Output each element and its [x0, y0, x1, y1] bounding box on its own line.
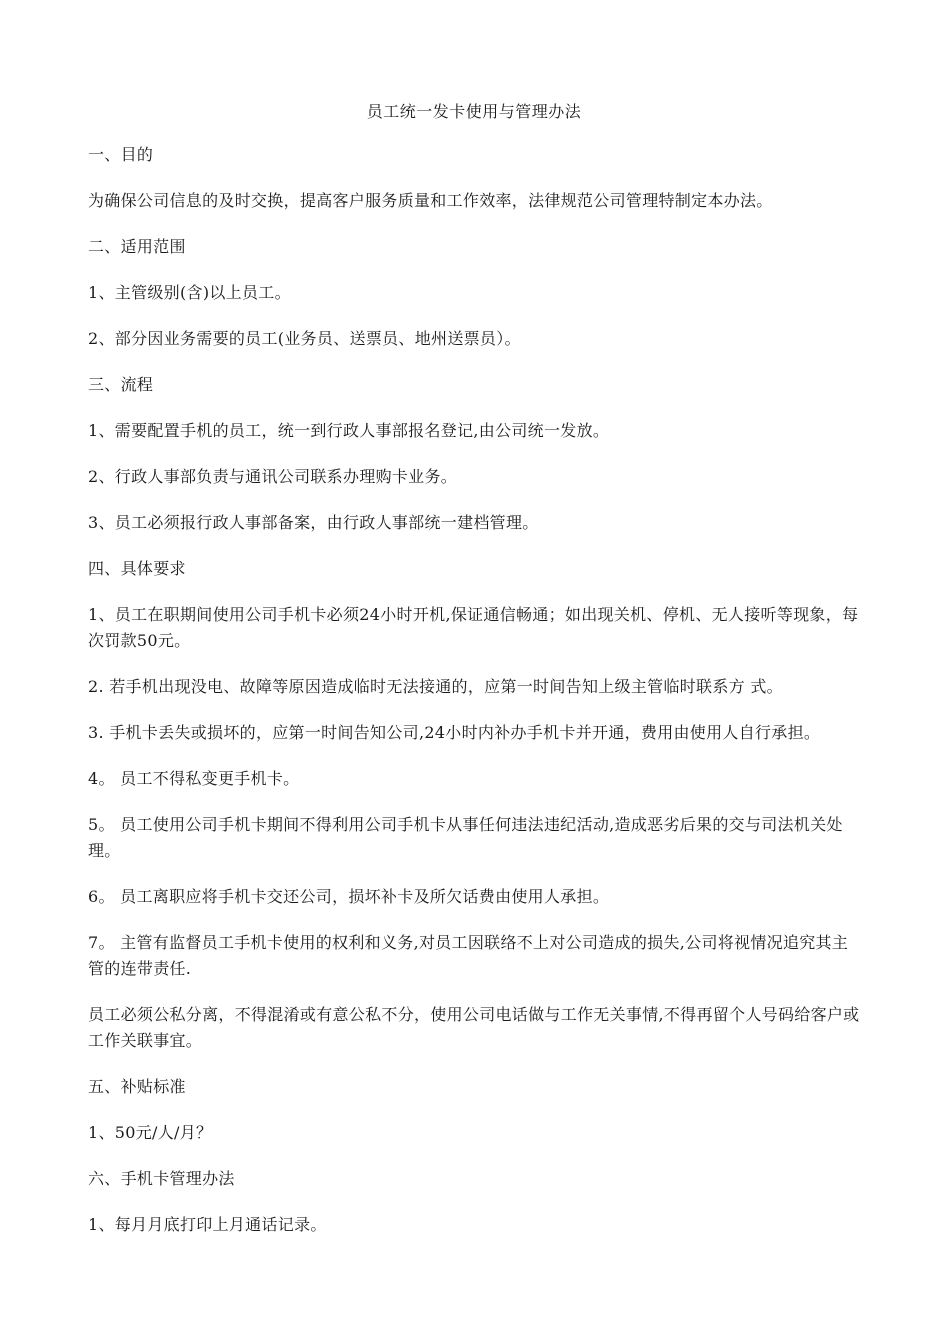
paragraph-scope-2: 2、部分因业务需要的员工(业务员、送票员、地州送票员）。	[88, 329, 521, 348]
section-heading-scope: 二、适用范围	[88, 237, 186, 256]
paragraph-requirement-3: 3. 手机卡丢失或损坏的，应第一时间告知公司,24小时内补办手机卡并开通，费用由使用人自行承担。	[88, 723, 821, 742]
section-heading-purpose: 一、目的	[88, 145, 154, 164]
paragraph-process-2: 2、行政人事部负责与通讯公司联系办理购卡业务。	[88, 467, 458, 486]
paragraph-card-management-1: 1、每月月底打印上月通话记录。	[88, 1215, 327, 1234]
paragraph-purpose: 为确保公司信息的及时交换，提高客户服务质量和工作效率，法律规范公司管理特制定本办法。	[88, 191, 773, 210]
paragraph-scope-1: 1、主管级别(含)以上员工。	[88, 283, 291, 302]
paragraph-requirement-5: 5。 员工使用公司手机卡期间不得利用公司手机卡从事任何违法违纪活动,造成恶劣后果的交与司法机关处理。	[88, 815, 843, 860]
paragraph-requirement-2: 2. 若手机出现没电、故障等原因造成临时无法接通的，应第一时间告知上级主管临时联系方 式。	[88, 677, 783, 696]
paragraph-subsidy-1: 1、50元/人/月？	[88, 1123, 213, 1142]
document-page	[88, 96, 860, 1258]
paragraph-requirement-7: 7。 主管有监督员工手机卡使用的权利和义务,对员工因联络不上对公司造成的损失,公司将视情况追究其主管的连带责任.	[88, 933, 849, 978]
document-title: 员工统一发卡使用与管理办法	[366, 102, 582, 121]
section-heading-requirements: 四、具体要求	[88, 559, 186, 578]
section-heading-subsidy: 五、补贴标准	[88, 1077, 186, 1096]
paragraph-process-3: 3、员工必须报行政人事部备案，由行政人事部统一建档管理。	[88, 513, 539, 532]
paragraph-requirement-4: 4。 员工不得私变更手机卡。	[88, 769, 300, 788]
paragraph-process-1: 1、需要配置手机的员工，统一到行政人事部报名登记,由公司统一发放。	[88, 421, 610, 440]
paragraph-requirement-6: 6。 员工离职应将手机卡交还公司，损坏补卡及所欠话费由使用人承担。	[88, 887, 610, 906]
section-heading-card-management: 六、手机卡管理办法	[88, 1169, 235, 1188]
section-heading-process: 三、流程	[88, 375, 154, 394]
paragraph-requirement-note: 员工必须公私分离，不得混淆或有意公私不分，使用公司电话做与工作无关事情,不得再留个人号码给客户或工作关联事宜。	[88, 1005, 860, 1050]
paragraph-requirement-1: 1、员工在职期间使用公司手机卡必须24小时开机,保证通信畅通；如出现关机、停机、无人接听等现象，每次罚款50元。	[88, 605, 859, 650]
